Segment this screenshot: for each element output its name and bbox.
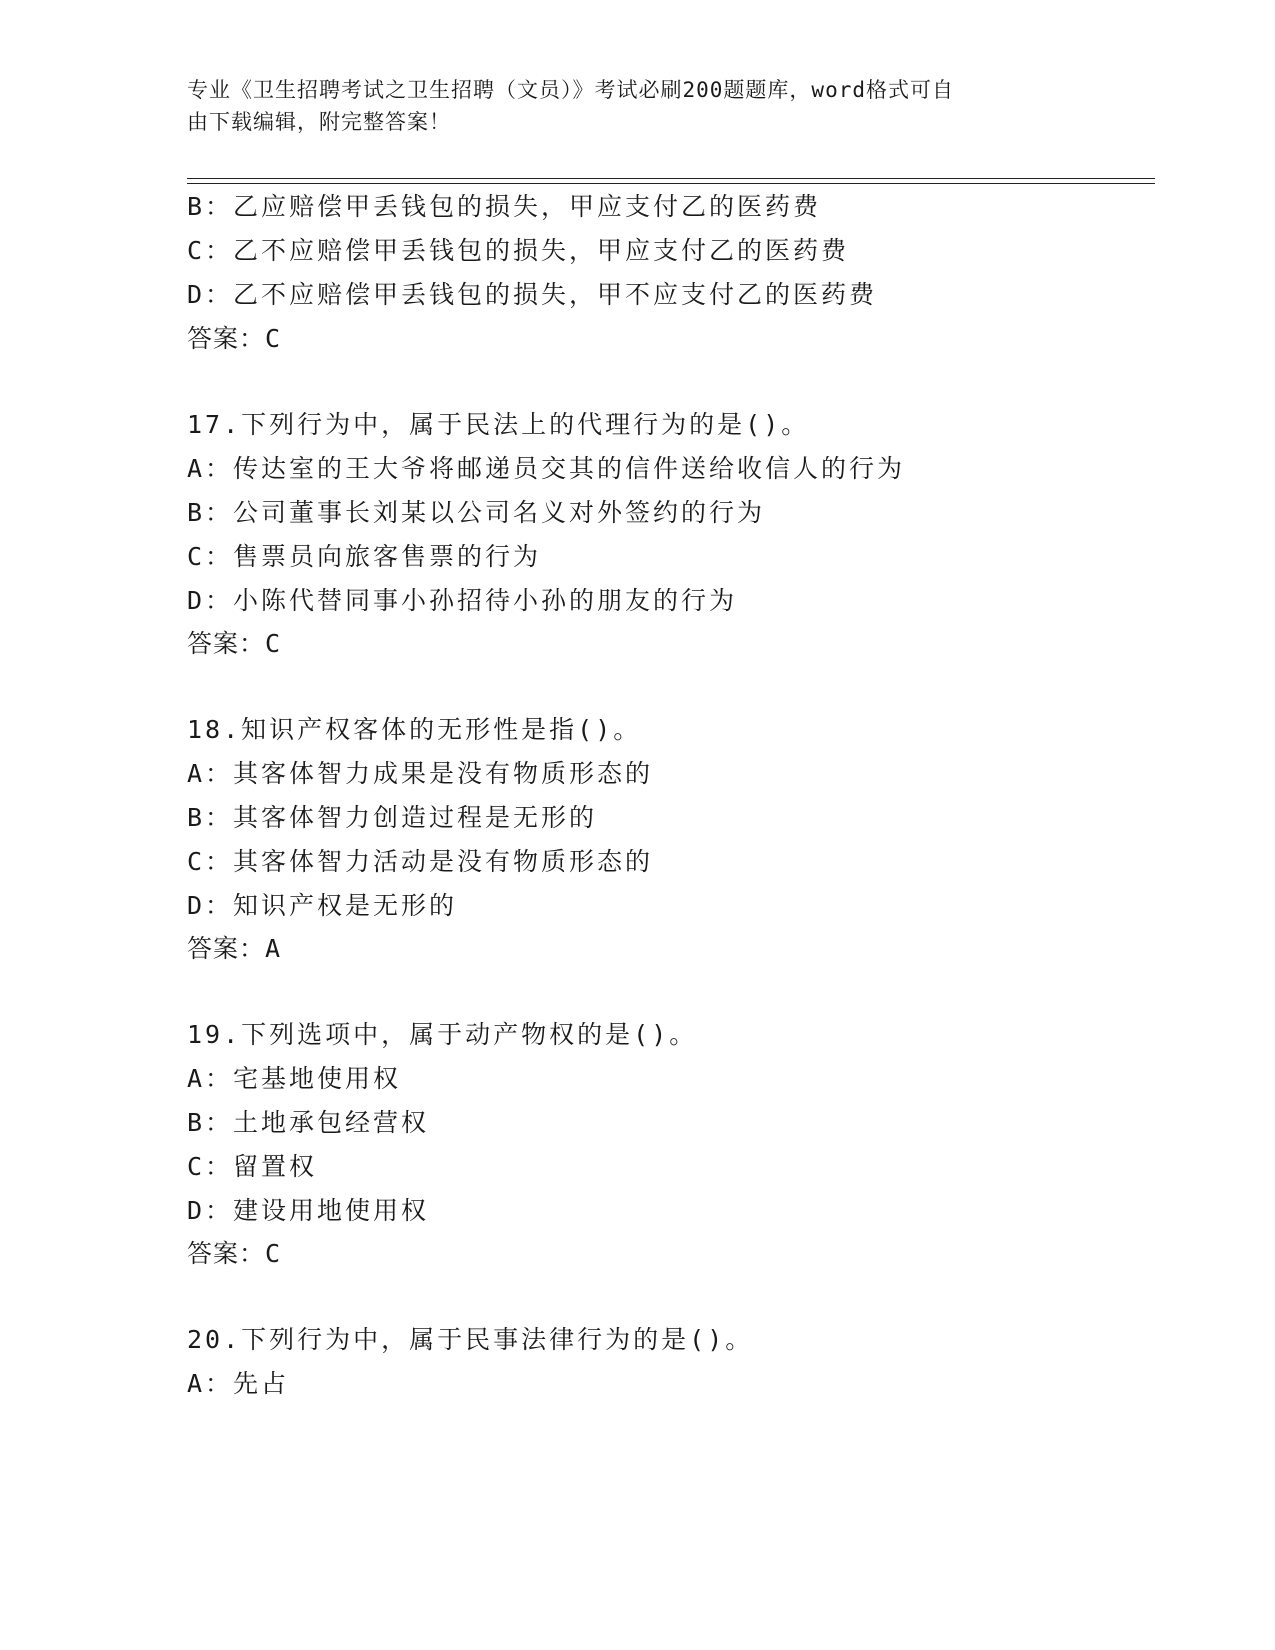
q17-option-a: A：传达室的王大爷将邮递员交其的信件送给收信人的行为 — [187, 454, 906, 483]
q20-question: 20.下列行为中，属于民事法律行为的是()。 — [187, 1325, 754, 1354]
q18-option-b: B：其客体智力创造过程是无形的 — [187, 803, 598, 832]
q17-option-c: C：售票员向旅客售票的行为 — [187, 542, 542, 571]
q18-question: 18.知识产权客体的无形性是指()。 — [187, 715, 642, 744]
q19-question: 19.下列选项中，属于动产物权的是()。 — [187, 1020, 698, 1049]
q16-option-b: B：乙应赔偿甲丢钱包的损失，甲应支付乙的医药费 — [187, 192, 822, 221]
q17-question: 17.下列行为中，属于民法上的代理行为的是()。 — [187, 410, 810, 439]
q19-answer: 答案：C — [187, 1239, 282, 1268]
q16-option-d: D：乙不应赔偿甲丢钱包的损失，甲不应支付乙的医药费 — [187, 280, 878, 309]
q17-option-b: B：公司董事长刘某以公司名义对外签约的行为 — [187, 498, 766, 527]
q19-option-c: C：留置权 — [187, 1152, 318, 1181]
q17-answer: 答案：C — [187, 629, 282, 658]
q20-option-a: A：先占 — [187, 1369, 290, 1398]
q18-option-d: D：知识产权是无形的 — [187, 891, 458, 920]
q18-answer: 答案：A — [187, 934, 282, 963]
header-title-line2: 由下载编辑，附完整答案！ — [187, 110, 451, 134]
header-divider-top — [187, 178, 1155, 179]
q16-option-c: C：乙不应赔偿甲丢钱包的损失，甲应支付乙的医药费 — [187, 236, 850, 265]
header-title-line1: 专业《卫生招聘考试之卫生招聘（文员）》考试必刷200题题库，word格式可自 — [187, 78, 954, 102]
q19-option-b: B：土地承包经营权 — [187, 1108, 430, 1137]
header-divider-bottom — [187, 183, 1155, 184]
document-header — [187, 74, 1067, 138]
q18-option-a: A：其客体智力成果是没有物质形态的 — [187, 759, 654, 788]
q19-option-d: D：建设用地使用权 — [187, 1196, 430, 1225]
q17-option-d: D：小陈代替同事小孙招待小孙的朋友的行为 — [187, 586, 738, 615]
q19-option-a: A：宅基地使用权 — [187, 1064, 402, 1093]
q16-answer: 答案：C — [187, 324, 282, 353]
q18-option-c: C：其客体智力活动是没有物质形态的 — [187, 847, 654, 876]
